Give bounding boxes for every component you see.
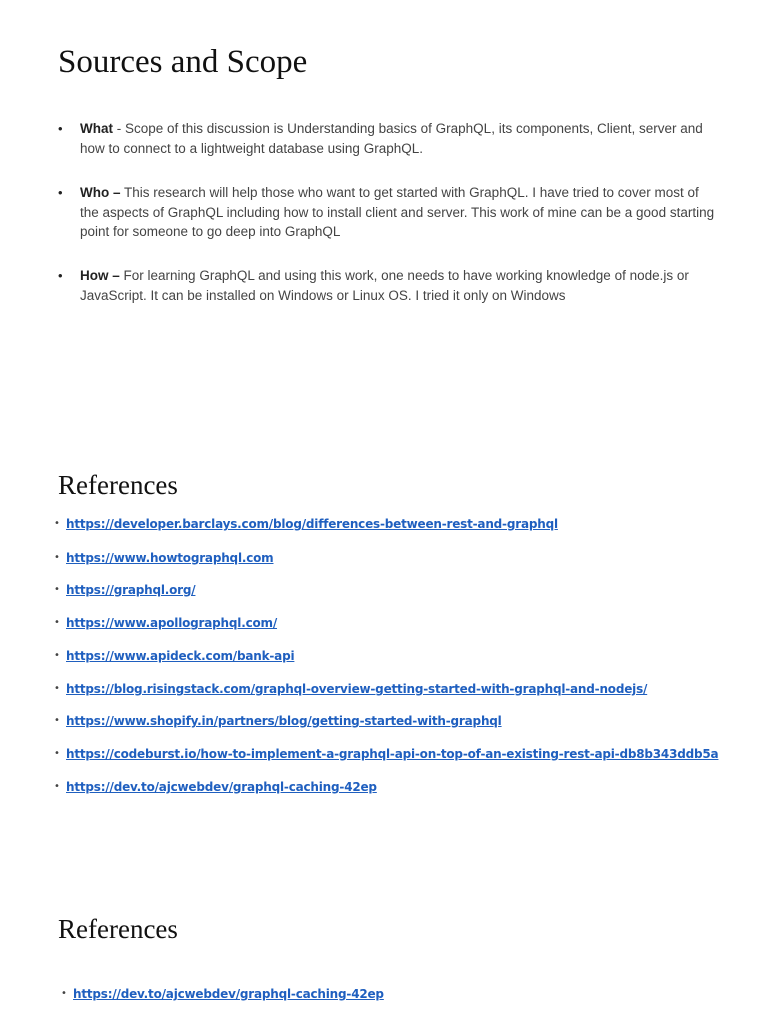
reference-item: [54, 615, 278, 631]
scope-term: What: [80, 121, 113, 136]
scope-item-what: [58, 119, 720, 158]
reference-link[interactable]: https://codeburst.io/how-to-implement-a-graphql-api-on-top-of-an-existing-rest-api-db8b343ddb5a: [66, 747, 719, 761]
bullet-icon: •: [54, 683, 60, 694]
bullet-icon: •: [58, 268, 63, 283]
scope-separator: -: [113, 121, 125, 136]
reference-link[interactable]: https://graphql.org/: [66, 583, 196, 597]
reference-link[interactable]: https://www.apideck.com/bank-api: [66, 649, 295, 663]
reference-link[interactable]: https://www.apollographql.com/: [66, 616, 278, 630]
reference-link[interactable]: https://developer.barclays.com/blog/differences-between-rest-and-graphql: [66, 517, 558, 531]
scope-term: How –: [80, 268, 120, 283]
bullet-icon: •: [54, 715, 60, 726]
references-heading: References: [58, 470, 178, 500]
bullet-icon: •: [54, 781, 60, 792]
reference-link[interactable]: https://blog.risingstack.com/graphql-overview-getting-started-with-graphql-and-nodejs/: [66, 682, 648, 696]
reference-item: [61, 986, 384, 1002]
bullet-icon: •: [58, 121, 63, 136]
reference-link[interactable]: https://dev.to/ajcwebdev/graphql-caching-42ep: [73, 987, 384, 1001]
reference-item: [54, 681, 648, 697]
reference-link[interactable]: https://dev.to/ajcwebdev/graphql-caching-42ep: [66, 780, 377, 794]
references-heading: References: [58, 914, 178, 944]
bullet-icon: •: [61, 988, 67, 999]
scope-text: This research will help those who want to get started with GraphQL. I have tried to cover most of the aspects of GraphQL including how to install client and server. This work of mine can be a good starting point for someone to go deep into GraphQL: [80, 185, 715, 239]
bullet-icon: •: [54, 552, 60, 563]
bullet-icon: •: [54, 617, 60, 628]
bullet-icon: •: [54, 518, 60, 529]
reference-item: [54, 648, 295, 664]
bullet-icon: •: [54, 748, 60, 759]
bullet-icon: •: [54, 584, 60, 595]
reference-item: [54, 582, 196, 598]
scope-term: Who –: [80, 185, 121, 200]
bullet-icon: •: [54, 650, 60, 661]
scope-item-how: [58, 266, 720, 305]
reference-link[interactable]: https://www.howtographql.com: [66, 551, 274, 565]
reference-link[interactable]: https://www.shopify.in/partners/blog/getting-started-with-graphql: [66, 714, 502, 728]
scope-text: Scope of this discussion is Understanding basics of GraphQL, its components, Client, server and how to connect to a lightweight database using GraphQL.: [80, 121, 703, 156]
reference-item: [54, 779, 377, 795]
reference-item: [54, 516, 558, 532]
scope-text: For learning GraphQL and using this work, one needs to have working knowledge of node.js or JavaScript. It can be installed on Windows or Linux OS. I tried it only on Windows: [80, 268, 689, 303]
page-title: Sources and Scope: [58, 44, 308, 80]
scope-item-who: [58, 183, 720, 242]
reference-item: [54, 713, 502, 729]
bullet-icon: •: [58, 185, 63, 200]
reference-item: [54, 550, 274, 566]
reference-item: [54, 746, 719, 762]
